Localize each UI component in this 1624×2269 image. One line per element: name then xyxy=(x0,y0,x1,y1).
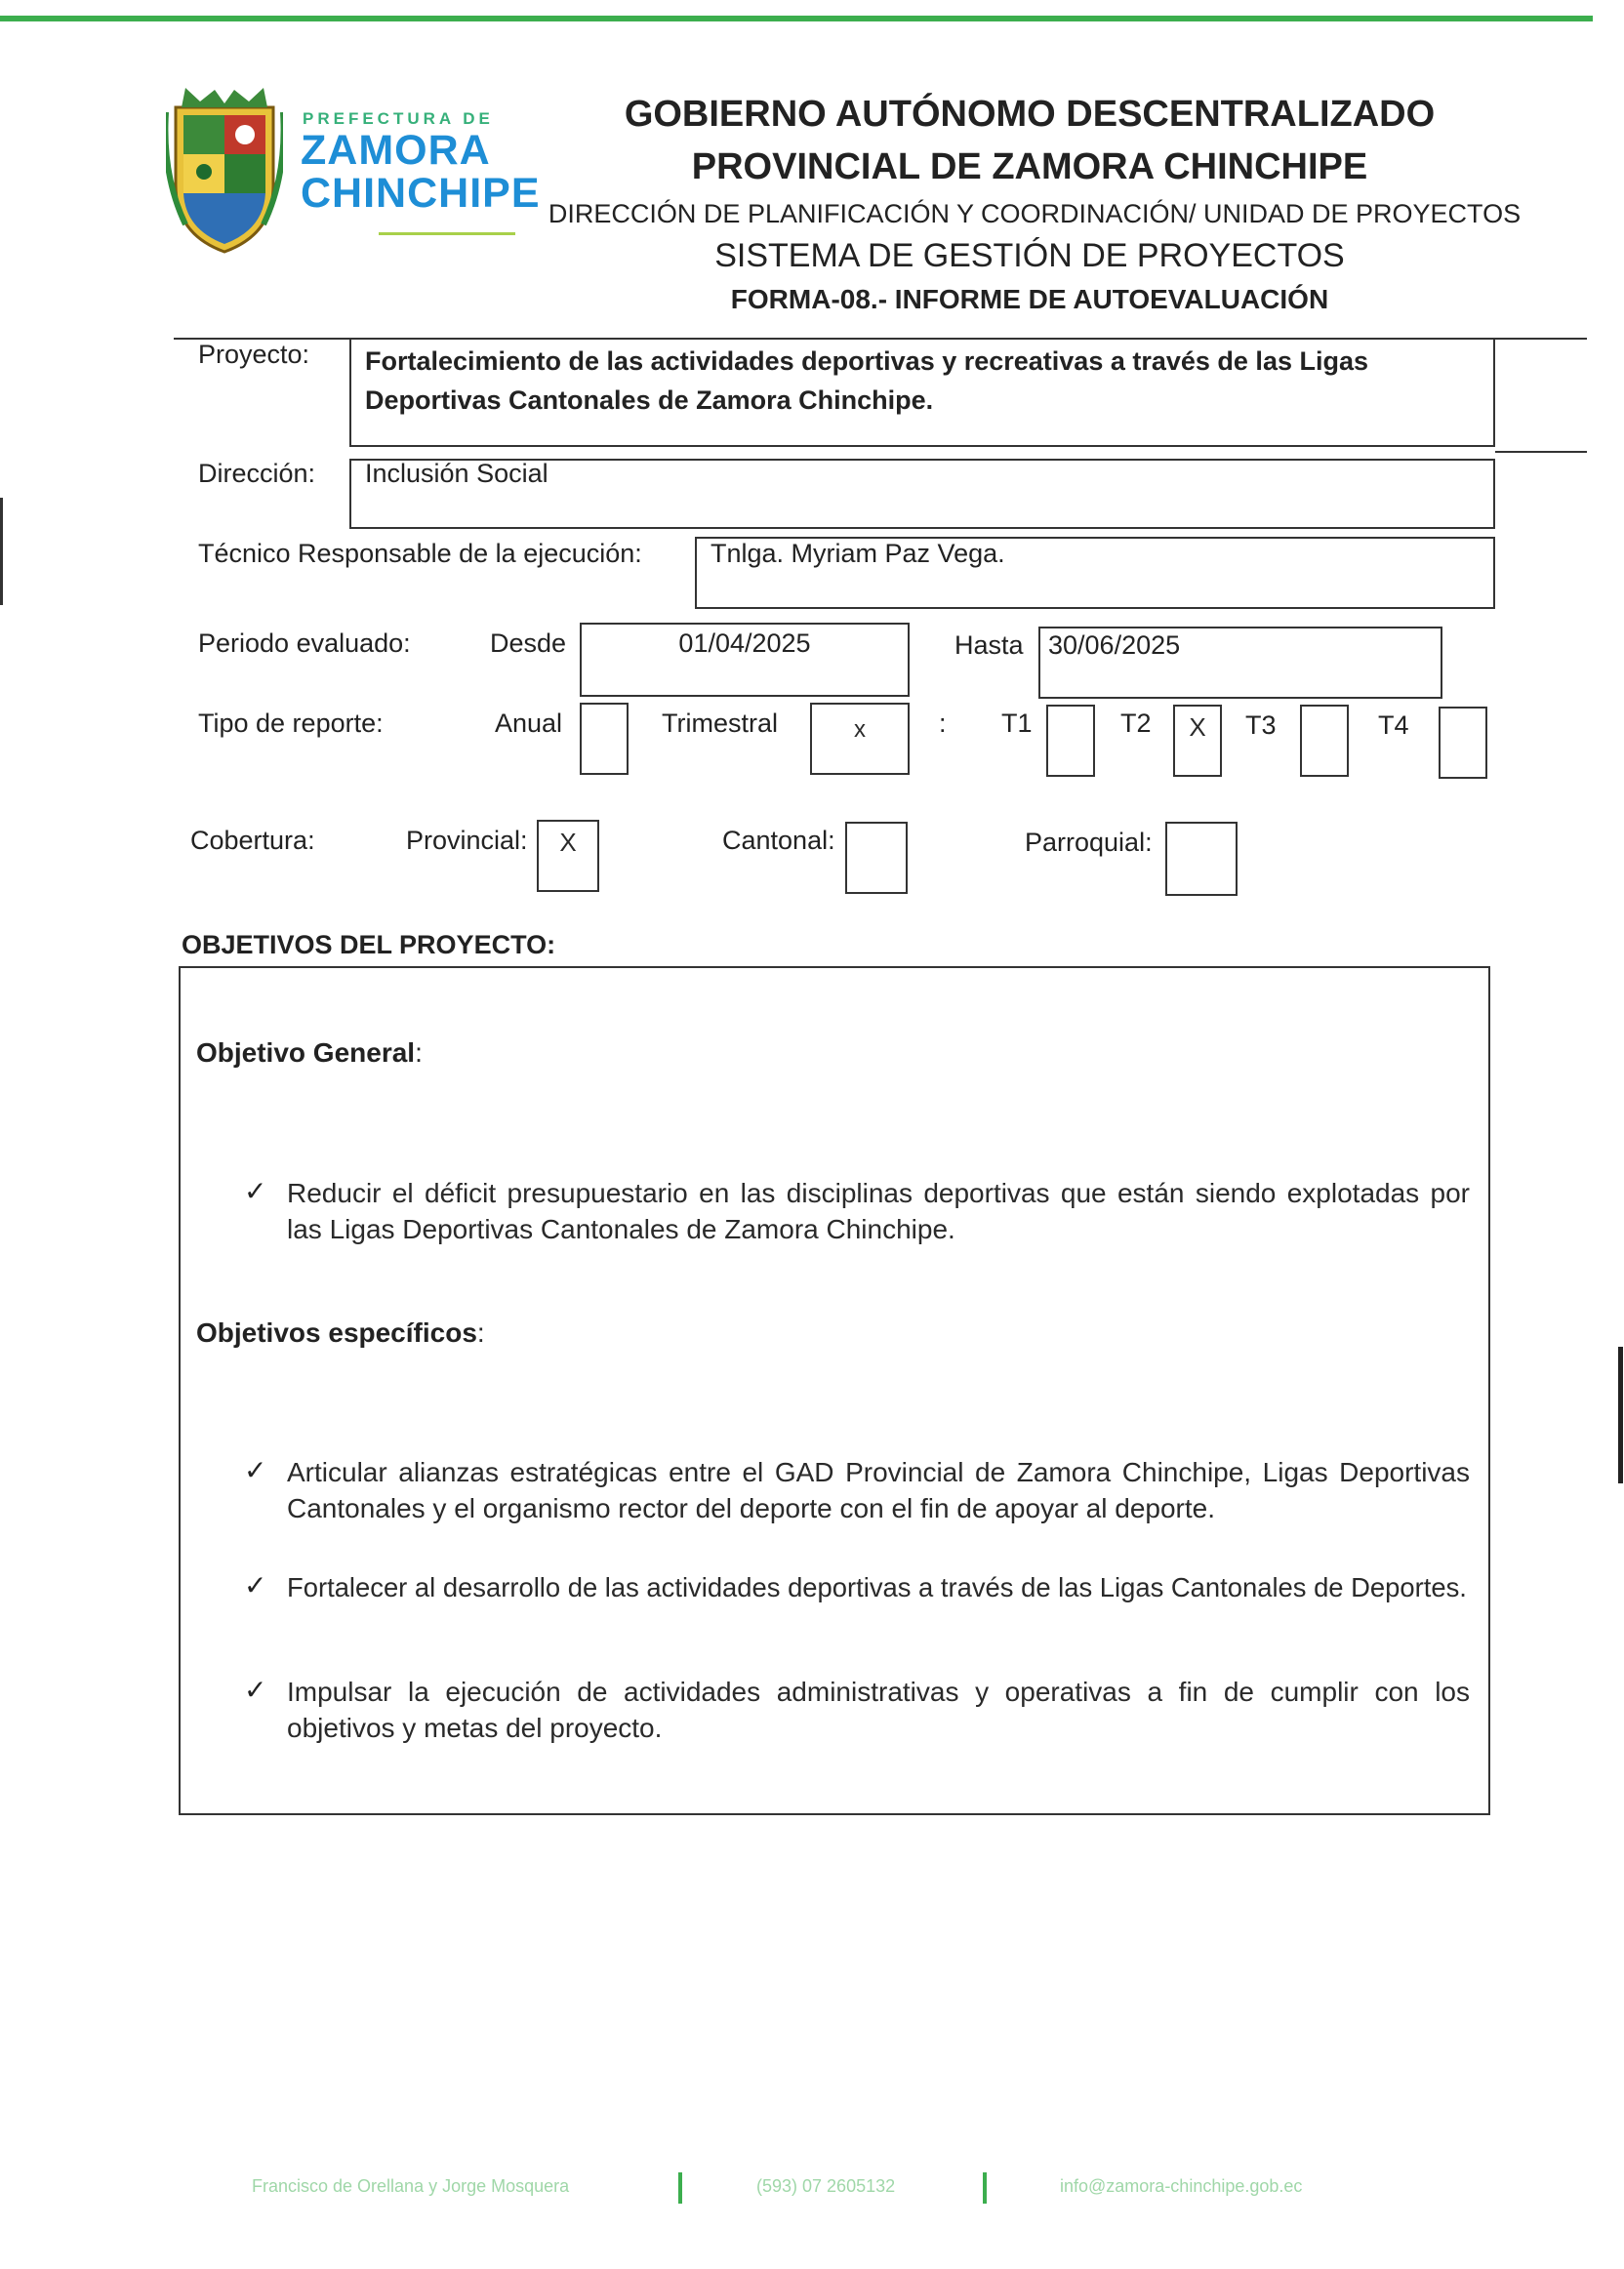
desde-label: Desde xyxy=(490,628,567,658)
scan-edge-mark-right xyxy=(1618,1347,1623,1483)
check-icon: ✓ xyxy=(244,1675,267,1705)
specific-objectives-title: Objetivos específicos xyxy=(196,1317,477,1348)
trimestral-label: Trimestral xyxy=(662,709,778,738)
general-objective-text: Reducir el déficit presupuestario en las disciplinas deportivas que están siendo explotadas por las Ligas Deportivas Cantonales de Zamora Chinchipe. xyxy=(287,1178,1470,1244)
list-item xyxy=(244,1454,1476,1526)
general-objective-colon: : xyxy=(415,1037,423,1068)
t3-checkbox[interactable] xyxy=(1300,705,1349,777)
footer-address: Francisco de Orellana y Jorge Mosquera xyxy=(252,2176,570,2196)
periodo-label: Periodo evaluado: xyxy=(198,628,411,658)
footer-email: info@zamora-chinchipe.gob.ec xyxy=(1060,2176,1303,2196)
scan-edge-mark xyxy=(0,498,3,605)
direccion-label: Dirección: xyxy=(198,459,316,488)
t2-checkbox[interactable]: X xyxy=(1173,705,1222,777)
header-system: SISTEMA DE GESTIÓN DE PROYECTOS xyxy=(714,237,1345,274)
t3-label: T3 xyxy=(1245,710,1277,740)
t1-label: T1 xyxy=(1001,709,1033,738)
objectives-section-title: OBJETIVOS DEL PROYECTO: xyxy=(182,930,556,959)
specific-objective-text: Fortalecer al desarrollo de las actividades deportivas a través de las Ligas Cantonales de Deportes. xyxy=(287,1572,1467,1602)
cantonal-label: Cantonal: xyxy=(722,826,835,855)
brand-line-2: CHINCHIPE xyxy=(301,170,541,217)
brand-name xyxy=(301,129,541,215)
header-title-1: GOBIERNO AUTÓNOMO DESCENTRALIZADO xyxy=(624,94,1436,135)
tipo-label: Tipo de reporte: xyxy=(198,709,384,738)
t4-label: T4 xyxy=(1378,710,1409,740)
anual-checkbox[interactable] xyxy=(580,703,629,775)
provincial-label: Provincial: xyxy=(406,826,528,855)
list-item xyxy=(244,1175,1476,1247)
header-form: FORMA-08.- INFORME DE AUTOEVALUACIÓN xyxy=(730,284,1329,314)
t2-label: T2 xyxy=(1120,709,1152,738)
footer-separator xyxy=(983,2172,987,2204)
parroquial-checkbox[interactable] xyxy=(1165,822,1238,896)
t1-checkbox[interactable] xyxy=(1046,705,1095,777)
check-icon: ✓ xyxy=(244,1455,267,1485)
cobertura-label: Cobertura: xyxy=(190,826,315,855)
footer-phone: (593) 07 2605132 xyxy=(756,2176,896,2196)
brand-underline xyxy=(379,232,515,235)
list-item xyxy=(244,1569,1476,1605)
desde-value: 01/04/2025 xyxy=(678,628,811,658)
tecnico-value: Tnlga. Myriam Paz Vega. xyxy=(710,539,1005,568)
parroquial-label: Parroquial: xyxy=(1025,828,1153,857)
coat-of-arms-logo xyxy=(166,88,283,254)
top-green-bar xyxy=(0,16,1593,21)
trimestral-checkbox[interactable]: x xyxy=(810,703,910,775)
tipo-colon: : xyxy=(939,709,947,738)
t4-checkbox[interactable] xyxy=(1439,707,1487,779)
provincial-checkbox[interactable]: X xyxy=(537,820,599,892)
cantonal-checkbox[interactable] xyxy=(845,822,908,894)
tecnico-label: Técnico Responsable de la ejecución: xyxy=(198,539,642,568)
specific-objectives-colon: : xyxy=(476,1317,485,1348)
brand-line-1: ZAMORA xyxy=(301,127,491,174)
form-right-rule xyxy=(1495,451,1587,453)
general-objective-heading xyxy=(196,1037,423,1069)
header-title-2: PROVINCIAL DE ZAMORA CHINCHIPE xyxy=(691,146,1368,187)
header-direction: DIRECCIÓN DE PLANIFICACIÓN Y COORDINACIÓN/ UNIDAD DE PROYECTOS xyxy=(548,199,1522,228)
check-icon: ✓ xyxy=(244,1176,267,1206)
specific-objective-text: Articular alianzas estratégicas entre el GAD Provincial de Zamora Chinchipe, Ligas Deportivas Cantonales y el organismo rector del deporte con el fin de apoyar al deporte. xyxy=(287,1457,1470,1523)
anual-label: Anual xyxy=(495,709,563,738)
hasta-value: 30/06/2025 xyxy=(1048,630,1181,660)
general-objective-title: Objetivo General xyxy=(196,1037,416,1068)
hasta-label: Hasta xyxy=(954,630,1024,660)
list-item xyxy=(244,1674,1476,1746)
direccion-value: Inclusión Social xyxy=(365,459,548,488)
check-icon: ✓ xyxy=(244,1570,267,1600)
proyecto-label: Proyecto: xyxy=(198,340,310,369)
brand-prefix: PREFECTURA DE xyxy=(303,109,494,128)
specific-objective-text: Impulsar la ejecución de actividades administrativas y operativas a fin de cumplir con los objetivos y metas del proyecto. xyxy=(287,1677,1470,1743)
specific-objectives-heading xyxy=(196,1317,485,1349)
footer-separator xyxy=(678,2172,682,2204)
proyecto-value: Fortalecimiento de las actividades deportivas y recreativas a través de las Ligas Deportivas Cantonales de Zamora Chinchipe. xyxy=(365,346,1368,415)
